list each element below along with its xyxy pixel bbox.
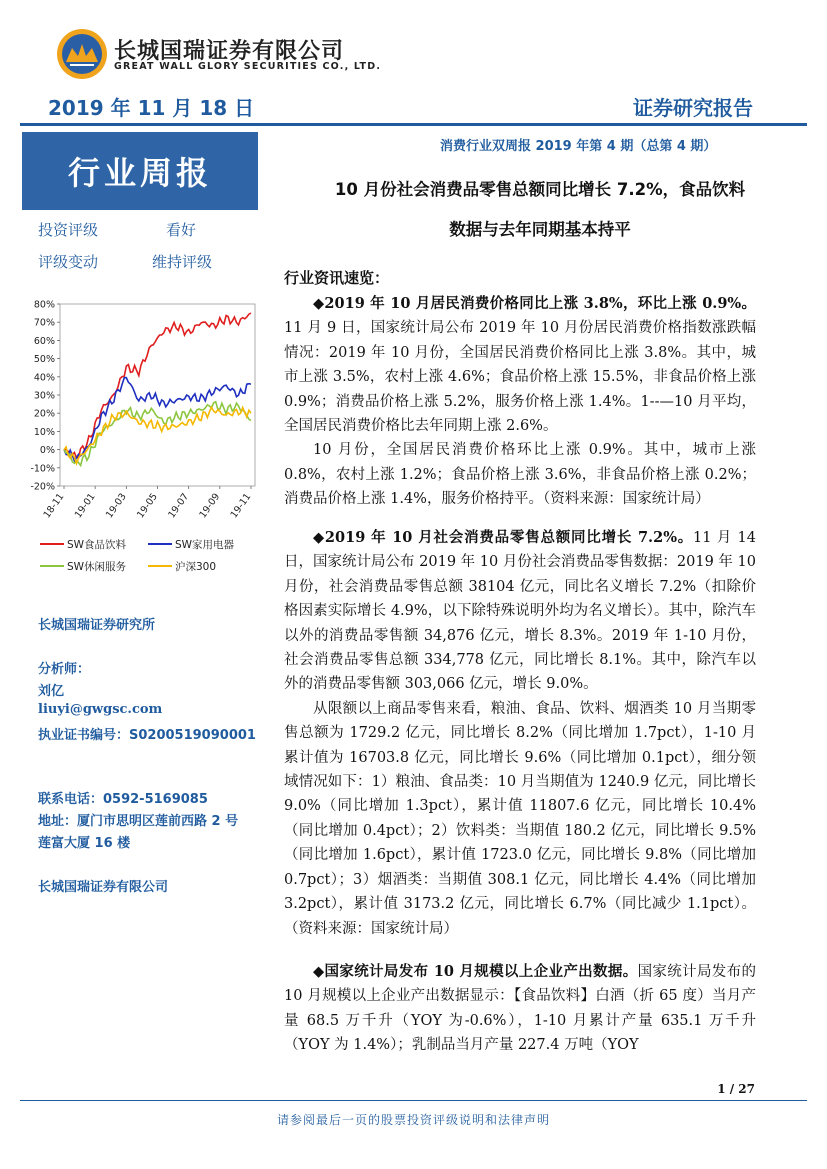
analyst-email[interactable]: liuyi@gwgsc.com xyxy=(38,702,163,717)
contact-phone: 联系电话：0592-5169085 xyxy=(38,792,208,807)
x-tick-label: 19-05 xyxy=(135,491,160,521)
y-tick-label: 10% xyxy=(33,426,55,438)
news-heading: ◆2019 年 10 月社会消费品零售总额同比增长 7.2%。 xyxy=(313,529,694,546)
footer-disclaimer: 请参阅最后一页的股票投资评级说明和法律声明 xyxy=(276,1113,550,1127)
y-tick-label: 80% xyxy=(33,299,55,311)
report-date: 2019 年 11 月 18 日 xyxy=(48,96,255,120)
paragraph xyxy=(284,526,756,697)
news-heading: ◆2019 年 10 月居民消费价格同比上涨 3.8%，环比上涨 0.9%。 xyxy=(313,295,756,312)
y-tick-label: 20% xyxy=(33,408,55,420)
report-category-box xyxy=(22,132,258,210)
legend-label: SW家用电器 xyxy=(175,539,235,551)
certificate-number: 执业证书编号：S0200519090001 xyxy=(38,728,256,743)
paragraph xyxy=(284,292,756,438)
y-tick-label: 60% xyxy=(33,335,55,347)
paragraph: 10 月份，全国居民消费价格环比上涨 0.9%。其中，城市上涨 0.8%，农村上涨 1.2%；食品价格上涨 3.6%，非食品价格上涨 0.2%；消费品价格上涨 1.4%，服务价格持平。（资料来源：国家统计局） xyxy=(284,442,756,508)
series-line xyxy=(64,378,251,461)
chart-plot-area xyxy=(60,304,255,486)
address-line-2: 莲富大厦 16 楼 xyxy=(38,836,131,851)
page-number: 1 / 27 xyxy=(717,1082,755,1096)
paragraph-body: 国家统计局发布的 10 月规模以上企业产出数据显示：【食品饮料】白酒（折 65 度）当月产量 68.5 万千升（YOY 为-0.6%），1-10 月累计产量 635.1 万千升（YOY 为 1.4%）；乳制品当月产量 227.4 万吨（YOY xyxy=(284,964,756,1054)
sidebar-company: 长城国瑞证券有限公司 xyxy=(38,880,169,895)
y-tick-label: 70% xyxy=(33,317,55,329)
rating-change-row xyxy=(38,251,213,272)
company-name-cn: 长城国瑞证券有限公司 xyxy=(114,39,345,64)
y-tick-label: 0% xyxy=(39,445,55,457)
paragraph xyxy=(284,960,756,1058)
rating-row xyxy=(38,219,197,240)
series-line xyxy=(64,402,251,466)
rating-label: 投资评级 xyxy=(38,221,99,239)
series-header: 消费行业双周报 2019 年第 4 期（总第 4 期） xyxy=(440,139,717,154)
report-category: 行业周报 xyxy=(67,154,212,192)
headline-line-1: 10 月份社会消费品零售总额同比增长 7.2%，食品饮料 xyxy=(334,180,746,199)
research-institute: 长城国瑞证券研究所 xyxy=(38,618,156,633)
y-tick-label: 50% xyxy=(33,354,55,366)
paragraph-body: 11 月 14 日，国家统计局公布 2019 年 10 月份社会消费品零售数据：2019 年 10 月份，社会消费品零售总额 38104 亿元，同比名义增长 7.2%（扣除价格因素实际增长 4.9%，以下除特殊说明外均为名义增长）。其中，除汽车以外的消费品零售额 34,876 亿元，增长 8.3%。2019 年 1-10 月份，社会消费品零售总额 334,778 亿元，同比增长 8.1%。其中，除汽车以外的消费品零售额 303,066 亿元，增长 9.0%。 xyxy=(284,530,756,693)
analyst-name: 刘亿 xyxy=(38,684,65,699)
company-name-en: GREAT WALL GLORY SECURITIES CO., LTD. xyxy=(114,61,382,72)
paragraph-body: 11 月 9 日，国家统计局公布 2019 年 10 月份居民消费价格指数涨跌幅情况：2019 年 10 月份，全国居民消费价格同比上涨 3.8%。其中，城市上涨 3.5%，农村上涨 4.6%；食品价格上涨 15.5%，非食品价格上涨 0.9%；消费品价格上涨 5.2%，服务价格上涨 1.4%。1--—10 月平均，全国居民消费价格比去年同期上涨 2.6%。 xyxy=(284,320,756,435)
x-tick-label: 19-01 xyxy=(72,491,98,521)
footer-divider xyxy=(20,1100,807,1101)
x-tick-label: 19-09 xyxy=(197,491,223,521)
news-heading: ◆国家统计局发布 10 月规模以上企业产出数据。 xyxy=(313,963,638,980)
paragraph: 从限额以上商品零售来看，粮油、食品、饮料、烟酒类 10 月当期零售总额为 1729.2 亿元，同比增长 8.2%（同比增加 1.7pct），1-10 月累计值为 16703.8 亿元，同比增长 9.6%（同比增加 0.1pct），细分领域情况如下：1）粮油、食品类：10 月当期值为 1240.9 亿元，同比增长 9.0%（同比增加 1.3pct），累计值 11807.6 亿元，同比增长 10.4%（同比增加 0.4pct）；2）饮料类：当期值 180.2 亿元，同比增长 9.5%（同比增加 1.6pct），累计值 1723.0 亿元，同比增长 9.8%（同比增加 0.7pct）；3）烟酒类：当期值 308.1 亿元，同比增长 4.4%（同比增加 3.2pct），累计值 3173.2 亿元，同比增长 6.7%（同比减少 1.1pct）。（资料来源：国家统计局） xyxy=(284,700,756,937)
headline-line-2: 数据与去年同期基本持平 xyxy=(449,220,631,239)
news-block-output xyxy=(284,960,756,1058)
report-type: 证券研究报告 xyxy=(633,96,753,120)
address-line-1: 地址：厦门市思明区莲前西路 2 号 xyxy=(38,814,239,829)
legend-label: SW休闲服务 xyxy=(67,561,127,573)
legend-label: 沪深300 xyxy=(175,561,217,573)
y-tick-label: 40% xyxy=(33,372,55,384)
x-tick-label: 18-11 xyxy=(41,491,67,521)
legend-label: SW食品饮料 xyxy=(67,539,127,551)
news-block-retail xyxy=(284,526,756,941)
y-tick-label: -20% xyxy=(30,481,55,493)
industry-performance-chart xyxy=(20,292,260,582)
analyst-label: 分析师： xyxy=(38,662,91,677)
section-title: 行业资讯速览： xyxy=(284,269,390,287)
y-tick-label: 30% xyxy=(33,390,55,402)
rating-change-label: 评级变动 xyxy=(38,253,99,271)
rating-change-value: 维持评级 xyxy=(152,253,213,271)
header-divider xyxy=(20,123,807,126)
rating-value: 看好 xyxy=(166,221,197,239)
series-line xyxy=(64,313,251,458)
news-block-cpi xyxy=(284,292,756,512)
y-tick-label: -10% xyxy=(30,463,55,475)
x-tick-label: 19-03 xyxy=(103,491,129,521)
company-logo-icon xyxy=(56,28,108,80)
x-tick-label: 19-07 xyxy=(166,491,192,521)
x-tick-label: 19-11 xyxy=(228,491,254,521)
